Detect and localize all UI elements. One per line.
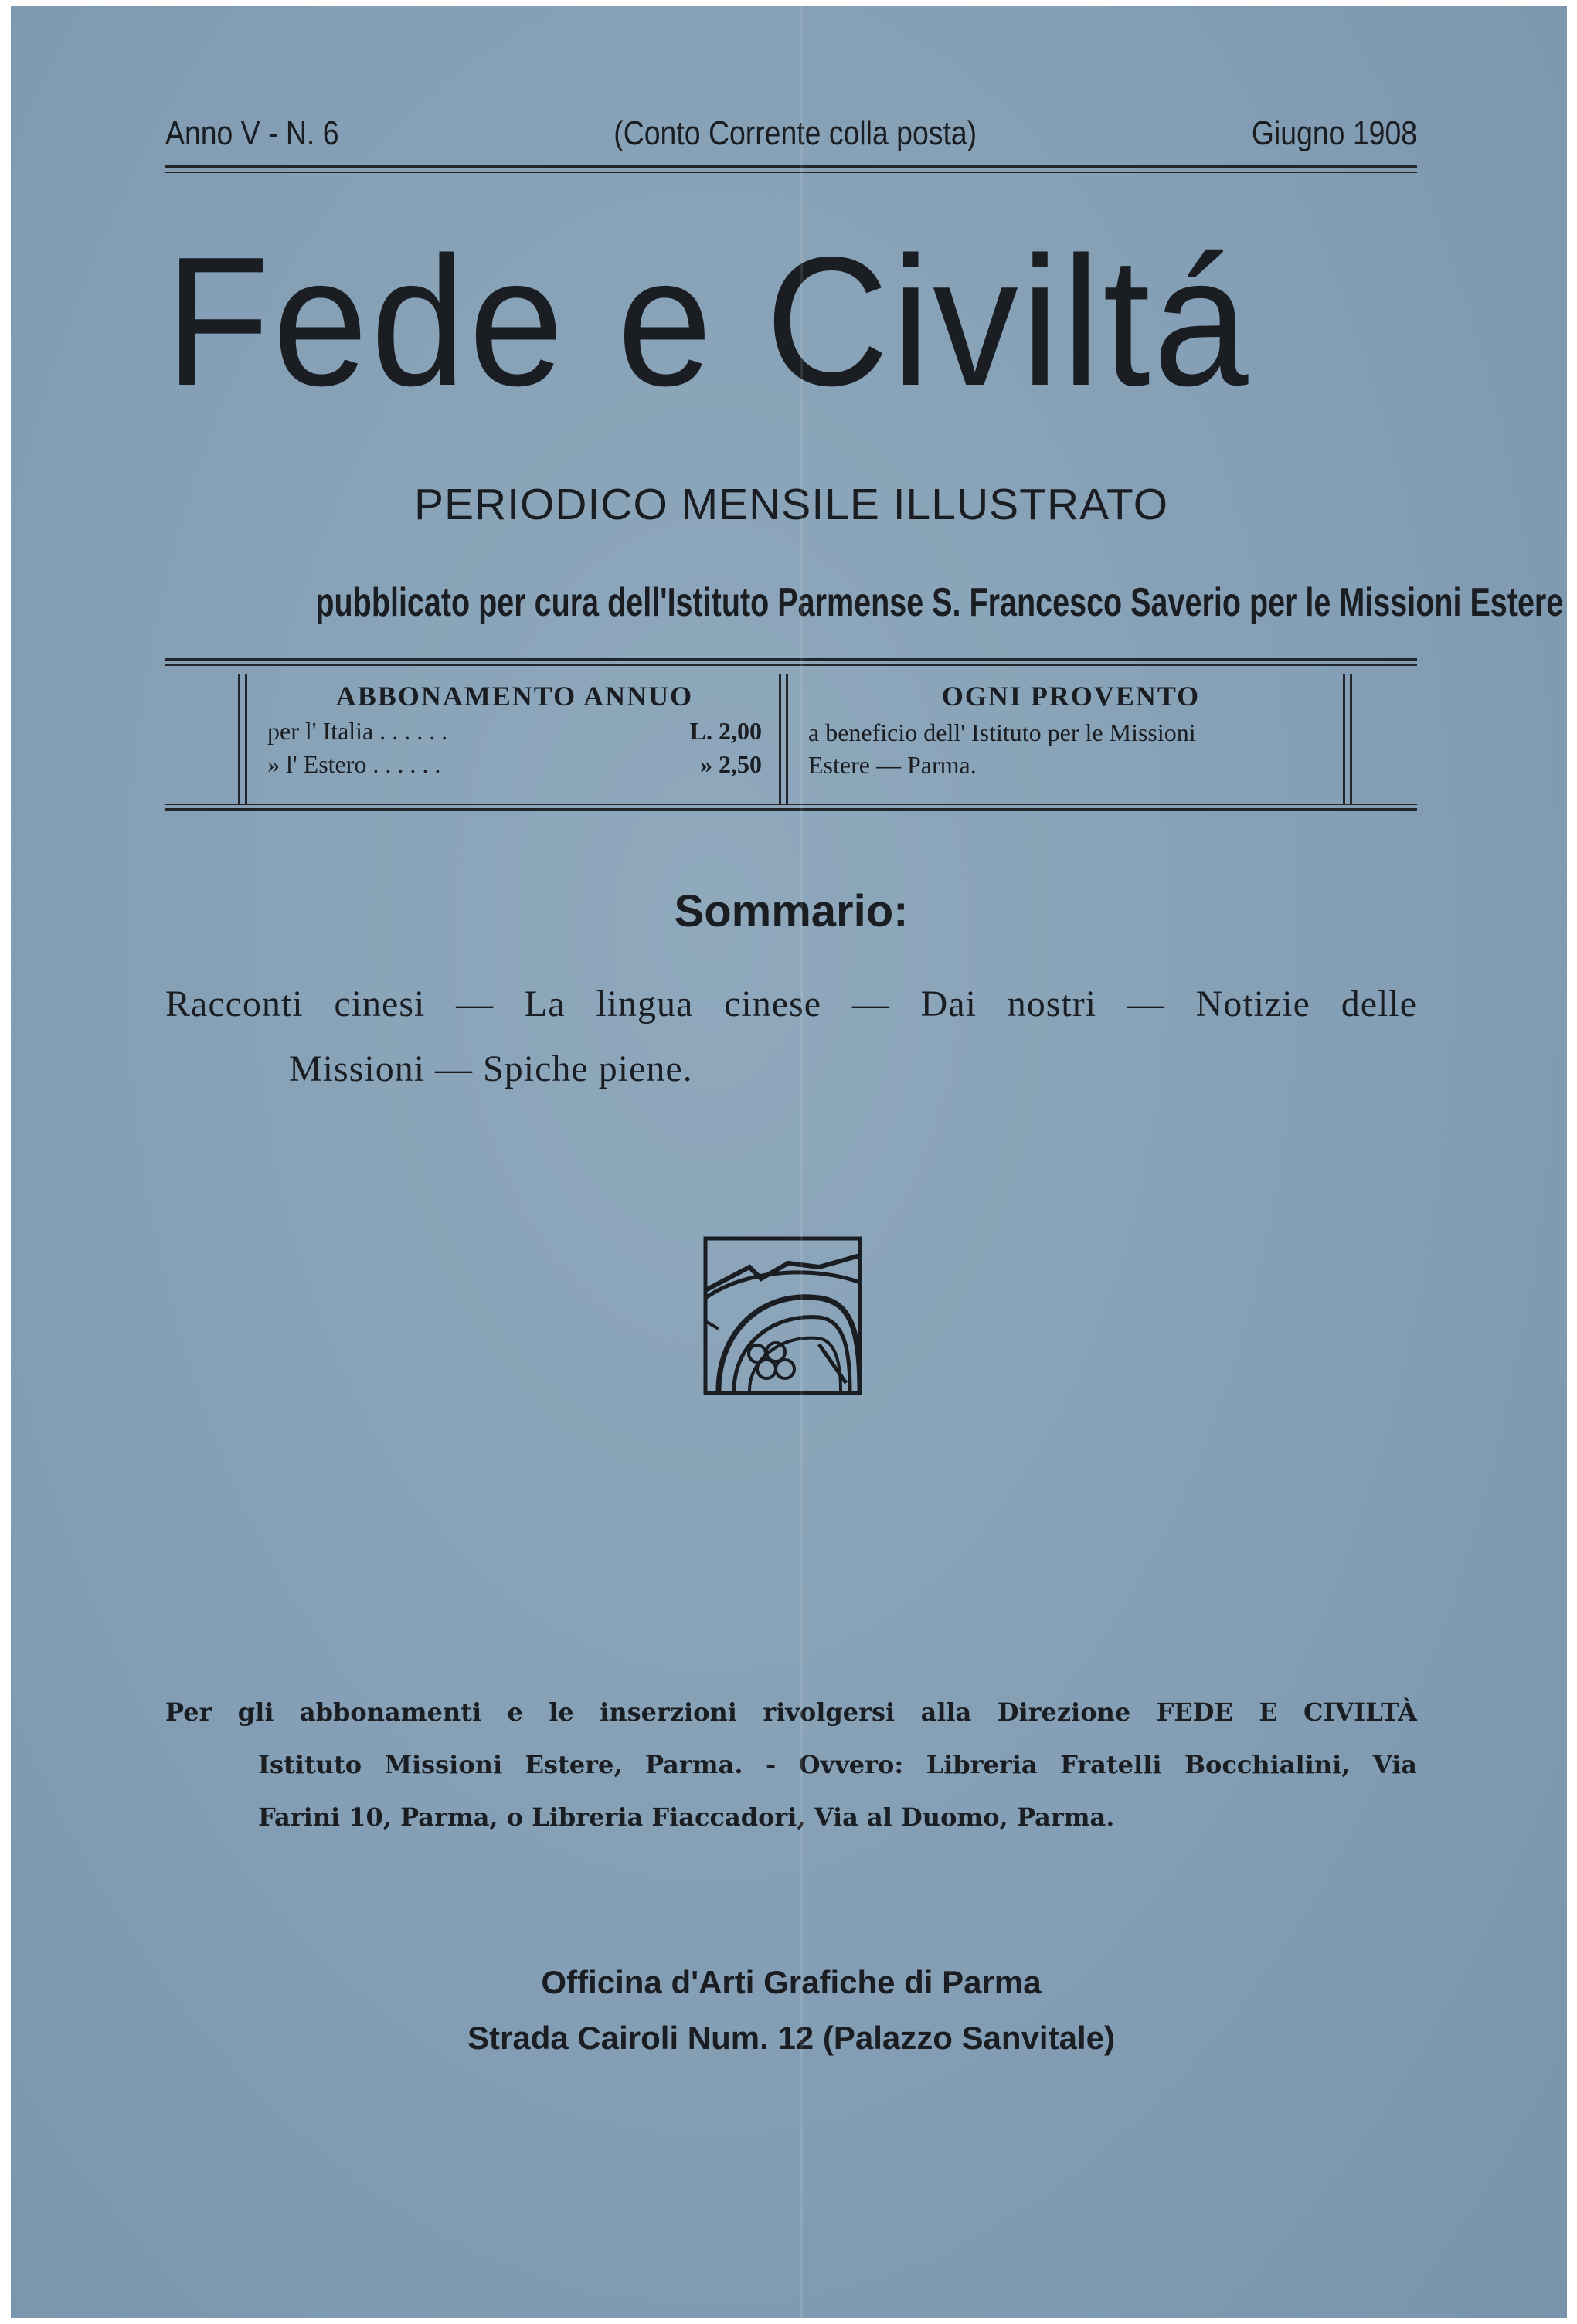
box-bottom-rule-thick bbox=[165, 808, 1417, 811]
contact-line-2: Istituto Missioni Estere, Parma. - Ovvero: Libreria Fratelli Bocchialini, Via bbox=[258, 1750, 1417, 1779]
wheat-grapes-emblem-icon bbox=[703, 1236, 862, 1395]
subscription-row-italy bbox=[267, 717, 762, 746]
subscription-price: L. 2,00 bbox=[689, 717, 762, 745]
subscription-row-abroad bbox=[267, 750, 762, 779]
summary-text bbox=[165, 972, 1417, 1102]
magazine-cover bbox=[11, 6, 1567, 2318]
proceeds-line-2: Estere — Parma. bbox=[808, 750, 977, 779]
proceeds-cell bbox=[808, 680, 1334, 781]
subscription-title: ABBONAMENTO ANNUO bbox=[335, 681, 694, 712]
subscription-label: » l' Estero . . . . . . bbox=[267, 750, 441, 778]
header-rule-thick bbox=[165, 165, 1417, 168]
box-divider-left bbox=[238, 674, 247, 804]
printer-info bbox=[165, 1955, 1417, 2066]
postal-note: (Conto Corrente colla posta) bbox=[613, 114, 977, 152]
publisher-line: pubblicato per cura dell'Istituto Parmense S. Francesco Saverio per le Missioni Estere bbox=[315, 580, 1564, 625]
contact-line-3: Farini 10, Parma, o Libreria Fiaccadori, Via al Duomo, Parma. bbox=[258, 1802, 1115, 1832]
box-divider-middle bbox=[779, 674, 788, 804]
subscription-cell bbox=[267, 680, 762, 779]
magazine-title: Fede e Civiltá bbox=[165, 219, 1252, 424]
printer-name: Officina d'Arti Grafiche di Parma bbox=[541, 1964, 1042, 2000]
contact-line-1: Per gli abbonamenti e le inserzioni rivolgersi alla Direzione FEDE E CIVILTÀ bbox=[165, 1697, 1417, 1727]
subscription-box bbox=[238, 674, 1360, 804]
proceeds-text bbox=[808, 717, 1334, 781]
summary-line-2: Missioni — Spiche piene. bbox=[289, 1048, 693, 1089]
contact-info bbox=[165, 1686, 1417, 1843]
issue-date: Giugno 1908 bbox=[1251, 114, 1418, 152]
printer-address: Strada Cairoli Num. 12 (Palazzo Sanvitale) bbox=[467, 2020, 1115, 2056]
subscription-label: per l' Italia . . . . . . bbox=[267, 717, 448, 745]
box-top-rule-thick bbox=[165, 658, 1417, 661]
issue-header bbox=[165, 114, 1417, 153]
issue-number: Anno V - N. 6 bbox=[165, 114, 339, 152]
proceeds-title: OGNI PROVENTO bbox=[941, 681, 1201, 712]
magazine-subtitle: PERIODICO MENSILE ILLUSTRATO bbox=[413, 480, 1169, 529]
summary-line-1: Racconti cinesi — La lingua cinese — Dai nostri — Notizie delle bbox=[165, 984, 1417, 1024]
proceeds-line-1: a beneficio dell' Istituto per le Missioni bbox=[808, 719, 1196, 746]
summary-heading: Sommario: bbox=[674, 886, 909, 936]
box-bottom-rule-thin bbox=[165, 804, 1417, 805]
box-top-rule-thin bbox=[165, 664, 1417, 666]
subscription-price: » 2,50 bbox=[700, 750, 762, 778]
box-divider-right bbox=[1343, 674, 1352, 804]
header-rule-thin bbox=[165, 172, 1417, 173]
